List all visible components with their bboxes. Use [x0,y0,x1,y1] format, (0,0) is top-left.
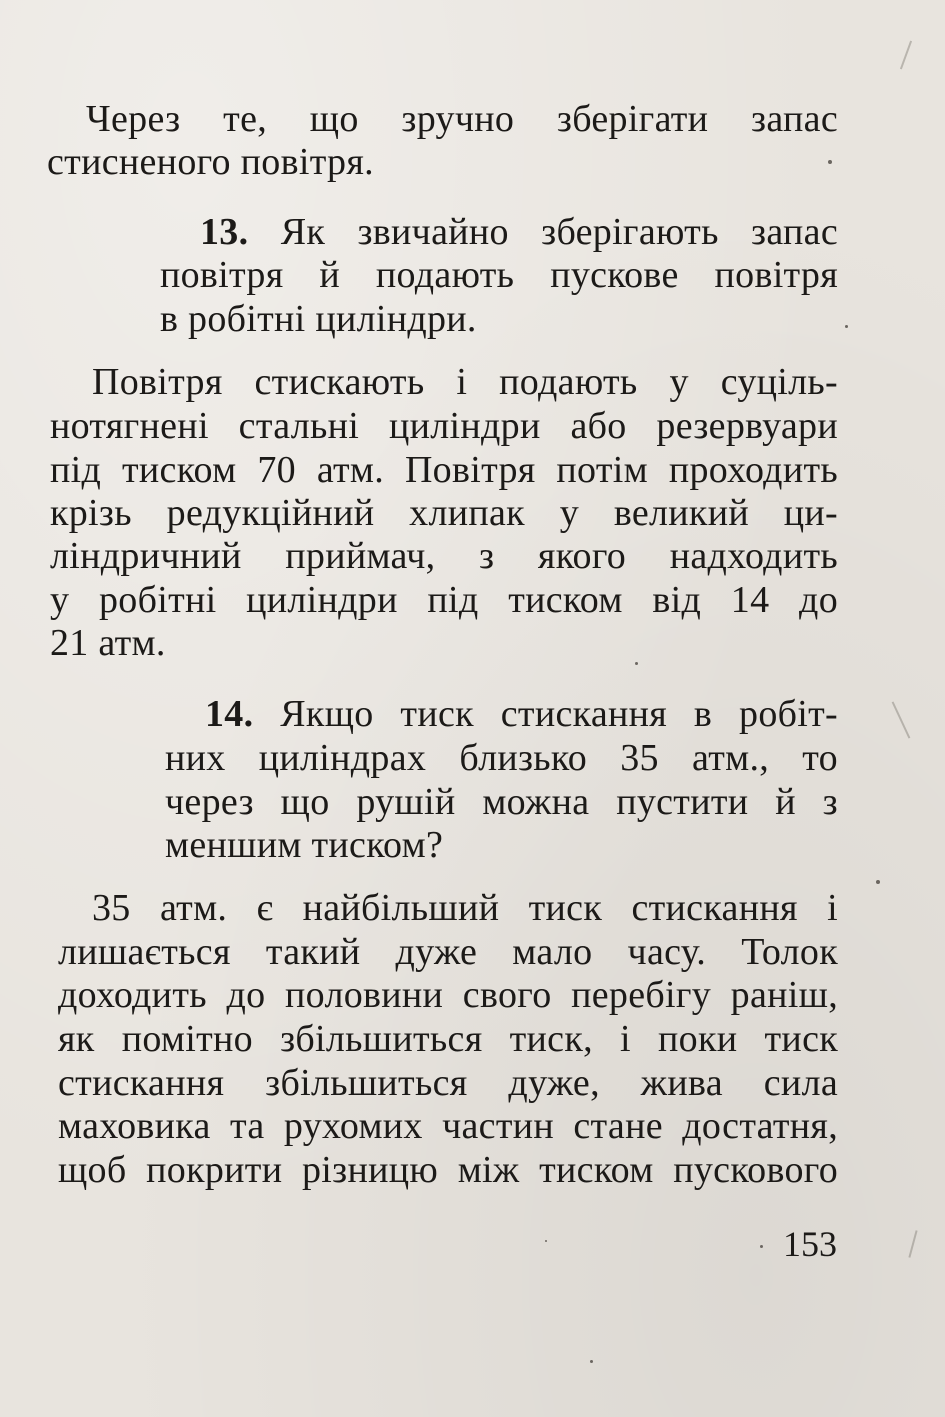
scan-speck [828,160,832,164]
q14-line-1-text: Якщо тиск стискання в робіт- [280,693,838,735]
para2-line-2: нотягнені стальні циліндри або резервуари [50,405,838,447]
q14-line-2: них циліндрах близько 35 атм., то [165,737,838,779]
para3-line-3: доходить до половини свого перебігу раніш, [58,974,838,1016]
para2-line-5: ліндричний приймач, з якого надходить [50,535,838,577]
q14-line-1 [205,692,838,736]
scan-speck [760,1245,763,1248]
scan-scratch [908,1230,917,1258]
para2-line-1: Повітря стискають і подають у суціль- [92,361,838,403]
scan-speck [845,325,848,328]
scan-speck [876,880,880,884]
para3-line-5: стискання збільшиться дуже, жива сила [58,1062,838,1104]
q14-line-3: через що рушій можна пустити й з [165,781,838,823]
para1-line-2: стисненого повітря. [47,141,374,183]
page-number: 153 [783,1224,837,1264]
q13-line-3: в робітні циліндри. [160,298,477,340]
para3-line-7: щоб покрити різницю між тиском пускового [58,1149,838,1191]
scan-scratch [892,701,911,738]
para2-line-4: крізь редукційний хлипак у великий ци- [50,492,838,534]
para3-line-2: лишається такий дуже мало часу. Толок [58,931,838,973]
q13-line-2: повітря й подають пускове повітря [160,254,838,296]
q14-line-4: меншим тиском? [165,824,444,866]
para2-line-6: у робітні циліндри під тиском від 14 до [50,579,838,621]
scan-speck [590,1360,593,1363]
scan-scratch [900,41,912,70]
para3-line-1: 35 атм. є найбільший тиск стискання і [92,887,838,929]
para3-line-6: маховика та рухомих частин стане достатня, [58,1105,838,1147]
scan-speck [545,1240,547,1242]
q14-number: 14. [205,693,254,735]
para1-line-1: Через те, що зручно зберігати запас [86,98,838,140]
q13-number: 13. [200,211,249,253]
para3-line-4: як помітно збільшиться тиск, і поки тиск [58,1018,838,1060]
para2-line-7: 21 атм. [50,622,166,664]
q13-line-1 [200,210,838,254]
q13-line-1-text: Як звичайно зберігають запас [280,211,838,253]
para2-line-3: під тиском 70 атм. Повітря потім проходить [50,449,838,491]
scan-speck [635,662,638,665]
